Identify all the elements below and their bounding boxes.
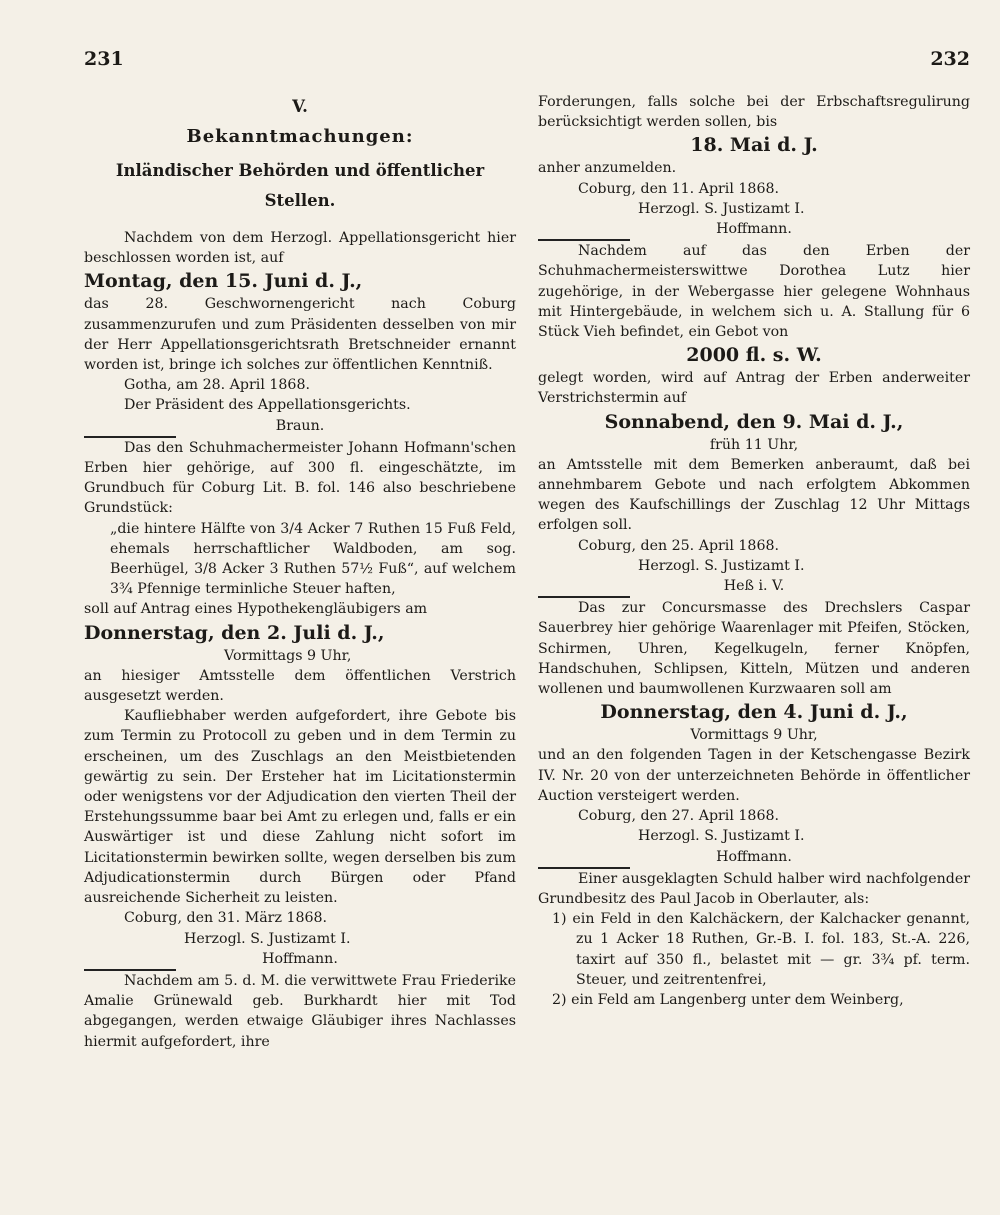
notice1-office: Der Präsident des Appellationsgerichts. — [124, 397, 411, 414]
notice3-body: Nachdem am 5. d. M. die verwittwete Frau Friederike Amalie Grünewald geb. Burkhardt hier mit Tod abgegangen, werden etwaige Gläubiger ihres Nachlasses hiermit aufgefordert, ihre — [84, 972, 516, 1050]
page-number-left: 231 — [84, 48, 124, 70]
left-column — [84, 92, 516, 1052]
notice4-signature: Heß i. V. — [723, 578, 785, 595]
notice3-cont-signature: Hoffmann. — [716, 221, 792, 238]
notice6-item2: 2) ein Feld am Langenberg unter dem Weinberg, — [552, 991, 904, 1008]
notice2-body: an hiesiger Amtsstelle dem öffentlichen Verstrich ausgesetzt werden. — [84, 667, 516, 705]
notice3-cont-place-date: Coburg, den 11. April 1868. — [578, 180, 780, 197]
notice5-date: Donnerstag, den 4. Juni d. J., — [600, 701, 908, 724]
notice2-signature: Hoffmann. — [262, 950, 338, 967]
notice6-item1: 1) ein Feld in den Kalchäckern, der Kalchacker genannt, zu 1 Acker 18 Ruthen, Gr.-B. I. fol. 183, St.-A. 226, taxirt auf 350 fl., belastet mit — gr. 3¾ pf. term. Steuer, und zeitrentenfrei, — [552, 911, 970, 988]
notice3-cont-body: Forderungen, falls solche bei der Erbschaftsregulirung berücksichtigt werden sollen, bis — [538, 94, 970, 131]
notice4-place-date: Coburg, den 25. April 1868. — [578, 537, 780, 554]
notice4-date: Sonnabend, den 9. Mai d. J., — [604, 410, 904, 433]
notice5-office: Herzogl. S. Justizamt I. — [638, 828, 805, 845]
notice3-cont-tail: anher anzumelden. — [538, 160, 677, 177]
notice5-time: Vormittags 9 Uhr, — [690, 727, 818, 744]
notice3-cont-date: 18. Mai d. J. — [690, 134, 818, 157]
right-column — [538, 92, 970, 1010]
notice2-lead: soll auf Antrag eines Hypothekengläubigers am — [84, 601, 428, 618]
notice3-cont-office: Herzogl. S. Justizamt I. — [638, 200, 805, 217]
notice4-office: Herzogl. S. Justizamt I. — [638, 557, 805, 574]
notice6-body: Einer ausgeklagten Schuld halber wird nachfolgender Grundbesitz des Paul Jacob in Oberlauter, als: — [538, 870, 970, 907]
notice5-body2: und an den folgenden Tagen in der Ketschengasse Bezirk IV. Nr. 20 von der unterzeichneten Behörde in öffentlicher Auction versteigert werden. — [538, 747, 970, 804]
page-number-right: 232 — [930, 48, 970, 70]
notice1-body: das 28. Geschwornengericht nach Coburg zusammenzurufen und zum Präsidenten desselben von mir der Herr Appellationsgerichtsrath Bretschneider ernannt worden ist, bringe ich solches zur öffentlichen Kenntniß. — [84, 296, 516, 374]
notice1-date: Montag, den 15. Juni d. J., — [84, 270, 363, 293]
notice1-intro: Nachdem von dem Herzogl. Appellationsgericht hier beschlossen worden ist, auf — [84, 230, 516, 267]
notice5-signature: Hoffmann. — [716, 848, 792, 865]
notice1-place-date: Gotha, am 28. April 1868. — [124, 377, 310, 394]
notice2-quote: „die hintere Hälfte von 3/4 Acker 7 Ruthen 15 Fuß Feld, ehemals herrschaftlicher Waldboden, am sog. Beerhügel, 3/8 Acker 3 Ruthen 57½ Fuß“, auf welchem 3¾ Pfennige terminliche Steuer haften, — [110, 520, 516, 598]
section-title: Bekanntmachungen: — [186, 126, 414, 147]
notice4-time: früh 11 Uhr, — [709, 436, 799, 453]
section-number: V. — [292, 97, 308, 116]
notice2-body2: Kaufliebhaber werden aufgefordert, ihre Gebote bis zum Termin zu Protocoll zu geben und in dem Termin zu erscheinen, um des Zuschlags an den Meistbietenden gewärtig zu sein. Der Ersteher hat im Licitationstermin oder wenigstens vor der Adjudication den vierten Theil der Erstehungssumme baar bei Amt zu erlegen und, falls er ein Auswärtiger ist und diese Zahlung nicht sofort im Licitationstermin bewirken sollte, wegen derselben bis zum Adjudicationstermin durch Bürgen oder Pfand ausreichende Sicherheit zu leisten. — [84, 708, 516, 907]
notice1-signature: Braun. — [275, 417, 325, 434]
notice5-body: Das zur Concursmasse des Drechslers Caspar Sauerbrey hier gehörige Waarenlager mit Pfeifen, Stöcken, Schirmen, Uhren, Kegelkugeln, ferner Knöpfen, Handschuhen, Schlipsen, Kitteln, Mützen und anderen wollenen und baumwollenen Kurzwaaren soll am — [538, 600, 970, 698]
notice4-body2: gelegt worden, wird auf Antrag der Erben anderweiter Verstrichstermin auf — [538, 370, 970, 407]
notice2-office: Herzogl. S. Justizamt I. — [184, 930, 351, 947]
notice5-place-date: Coburg, den 27. April 1868. — [578, 808, 780, 825]
section-subtitle: Inländischer Behörden und öffentlicher Stellen. — [115, 161, 485, 210]
notice2-intro: Das den Schuhmachermeister Johann Hofmann'schen Erben hier gehörige, auf 300 fl. eingeschätzte, im Grundbuch für Coburg Lit. B. fol. 146 also beschriebene Grundstück: — [84, 439, 516, 517]
notice4-body: Nachdem auf das den Erben der Schuhmachermeisterswittwe Dorothea Lutz hier zugehörige, in der Webergasse hier gelegene Wohnhaus mit Hintergebäude, in welchem sich u. A. Stallung für 6 Stück Vieh befindet, ein Gebot von — [538, 243, 970, 341]
notice2-time: Vormittags 9 Uhr, — [224, 647, 352, 664]
notice2-date: Donnerstag, den 2. Juli d. J., — [84, 621, 385, 644]
notice4-amount: 2000 fl. s. W. — [686, 344, 822, 367]
notice2-place-date: Coburg, den 31. März 1868. — [124, 910, 328, 927]
notice4-body3: an Amtsstelle mit dem Bemerken anberaumt, daß bei annehmbarem Gebote und nach erfolgtem Abkommen wegen des Kaufschillings der Zuschlag 12 Uhr Mittags erfolgen soll. — [538, 456, 970, 534]
